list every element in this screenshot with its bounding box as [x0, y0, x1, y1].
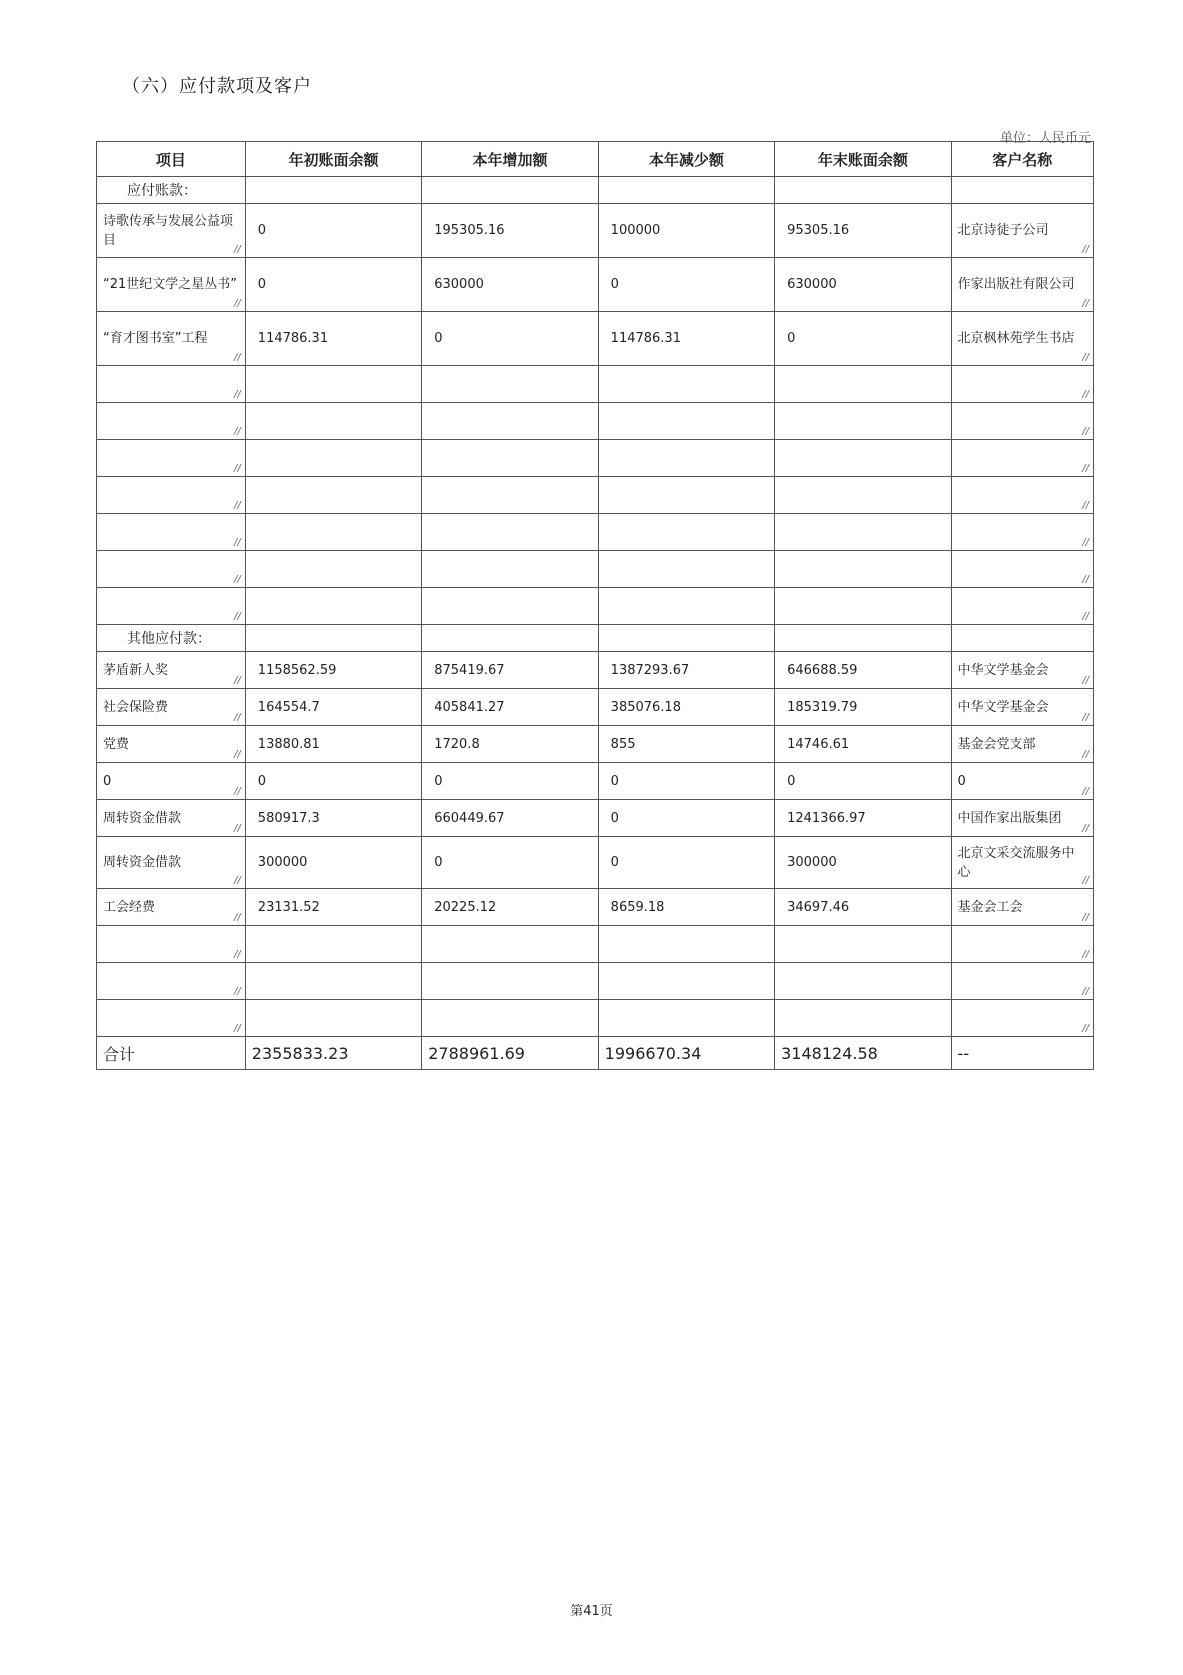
begin-cell: 13880.81 [245, 726, 421, 763]
decrease-cell: 0 [598, 837, 774, 889]
item-cell[interactable]: 周转资金借款 // [97, 800, 246, 837]
item-cell[interactable]: “21世纪文学之星丛书” // [97, 258, 246, 312]
section-title: （六）应付款项及客户 [122, 76, 312, 97]
end-cell: 0 [775, 763, 951, 800]
item-cell[interactable]: 0 // [97, 763, 246, 800]
increase-cell: 195305.16 [422, 204, 598, 258]
page-number: 第41页 [570, 1604, 613, 1619]
table-row [97, 763, 1094, 800]
table-row [97, 800, 1094, 837]
increase-cell: 20225.12 [422, 889, 598, 926]
item-cell[interactable]: 茅盾新人奖 // [97, 652, 246, 689]
increase-cell: 875419.67 [422, 652, 598, 689]
section-row-payables [97, 177, 1094, 204]
begin-cell: 114786.31 [245, 312, 421, 366]
item-cell[interactable]: “育才图书室”工程 // [97, 312, 246, 366]
empty-row: // // [97, 588, 1094, 625]
total-label: 合计 [97, 1037, 246, 1070]
payables-table [96, 141, 1094, 1070]
customer-cell[interactable]: 0 // [951, 763, 1093, 800]
empty-row: // // [97, 366, 1094, 403]
item-cell[interactable]: 周转资金借款 // [97, 837, 246, 889]
empty-row: // // [97, 963, 1094, 1000]
decrease-cell: 0 [598, 800, 774, 837]
empty-row: // // [97, 403, 1094, 440]
customer-cell[interactable]: 北京诗徒子公司 // [951, 204, 1093, 258]
customer-cell[interactable]: 中国作家出版集团 // [951, 800, 1093, 837]
decrease-cell: 0 [598, 763, 774, 800]
item-cell[interactable]: 社会保险费 // [97, 689, 246, 726]
decrease-cell: 1387293.67 [598, 652, 774, 689]
begin-cell: 23131.52 [245, 889, 421, 926]
end-cell: 630000 [775, 258, 951, 312]
decrease-cell: 0 [598, 258, 774, 312]
item-cell[interactable]: 党费 // [97, 726, 246, 763]
header-customer: 客户名称 [951, 142, 1093, 177]
unit-label: 单位：人民币元 [1000, 131, 1092, 146]
table-row [97, 689, 1094, 726]
begin-cell: 0 [245, 763, 421, 800]
decrease-cell: 385076.18 [598, 689, 774, 726]
table-row [97, 652, 1094, 689]
table-row [97, 204, 1094, 258]
empty-row: // // [97, 1000, 1094, 1037]
increase-cell: 1720.8 [422, 726, 598, 763]
increase-cell: 0 [422, 763, 598, 800]
total-increase: 2788961.69 [422, 1037, 598, 1070]
other-section-label: 其他应付款： [97, 625, 246, 652]
customer-cell[interactable]: 北京文采交流服务中心 // [951, 837, 1093, 889]
begin-cell: 1158562.59 [245, 652, 421, 689]
end-cell: 1241366.97 [775, 800, 951, 837]
customer-cell[interactable]: 中华文学基金会 // [951, 689, 1093, 726]
header-end-balance: 年末账面余额 [775, 142, 951, 177]
header-row [97, 142, 1094, 177]
header-increase: 本年增加额 [422, 142, 598, 177]
table-row [97, 726, 1094, 763]
table-row [97, 889, 1094, 926]
end-cell: 300000 [775, 837, 951, 889]
increase-cell: 630000 [422, 258, 598, 312]
begin-cell: 0 [245, 204, 421, 258]
end-cell: 185319.79 [775, 689, 951, 726]
table-row [97, 837, 1094, 889]
end-cell: 646688.59 [775, 652, 951, 689]
decrease-cell: 114786.31 [598, 312, 774, 366]
header-decrease: 本年减少额 [598, 142, 774, 177]
header-item: 项目 [97, 142, 246, 177]
table-row [97, 258, 1094, 312]
end-cell: 0 [775, 312, 951, 366]
empty-row: // // [97, 477, 1094, 514]
customer-cell[interactable]: 中华文学基金会 // [951, 652, 1093, 689]
end-cell: 34697.46 [775, 889, 951, 926]
end-cell: 95305.16 [775, 204, 951, 258]
total-customer: -- [951, 1037, 1093, 1070]
begin-cell: 580917.3 [245, 800, 421, 837]
begin-cell: 0 [245, 258, 421, 312]
total-row [97, 1037, 1094, 1070]
total-decrease: 1996670.34 [598, 1037, 774, 1070]
item-cell[interactable]: 工会经费 // [97, 889, 246, 926]
total-begin: 2355833.23 [245, 1037, 421, 1070]
table-row [97, 312, 1094, 366]
empty-row: // // [97, 551, 1094, 588]
item-cell[interactable]: 诗歌传承与发展公益项目 // [97, 204, 246, 258]
header-begin-balance: 年初账面余额 [245, 142, 421, 177]
increase-cell: 0 [422, 312, 598, 366]
empty-row: // // [97, 514, 1094, 551]
customer-cell[interactable]: 作家出版社有限公司 // [951, 258, 1093, 312]
empty-row: // // [97, 440, 1094, 477]
decrease-cell: 855 [598, 726, 774, 763]
increase-cell: 0 [422, 837, 598, 889]
customer-cell[interactable]: 基金会工会 // [951, 889, 1093, 926]
empty-row: // // [97, 926, 1094, 963]
customer-cell[interactable]: 北京枫林苑学生书店 // [951, 312, 1093, 366]
increase-cell: 660449.67 [422, 800, 598, 837]
begin-cell: 300000 [245, 837, 421, 889]
begin-cell: 164554.7 [245, 689, 421, 726]
end-cell: 14746.61 [775, 726, 951, 763]
payables-section-label: 应付账款： [97, 177, 246, 204]
total-end: 3148124.58 [775, 1037, 951, 1070]
increase-cell: 405841.27 [422, 689, 598, 726]
decrease-cell: 8659.18 [598, 889, 774, 926]
decrease-cell: 100000 [598, 204, 774, 258]
section-row-other [97, 625, 1094, 652]
customer-cell[interactable]: 基金会党支部 // [951, 726, 1093, 763]
